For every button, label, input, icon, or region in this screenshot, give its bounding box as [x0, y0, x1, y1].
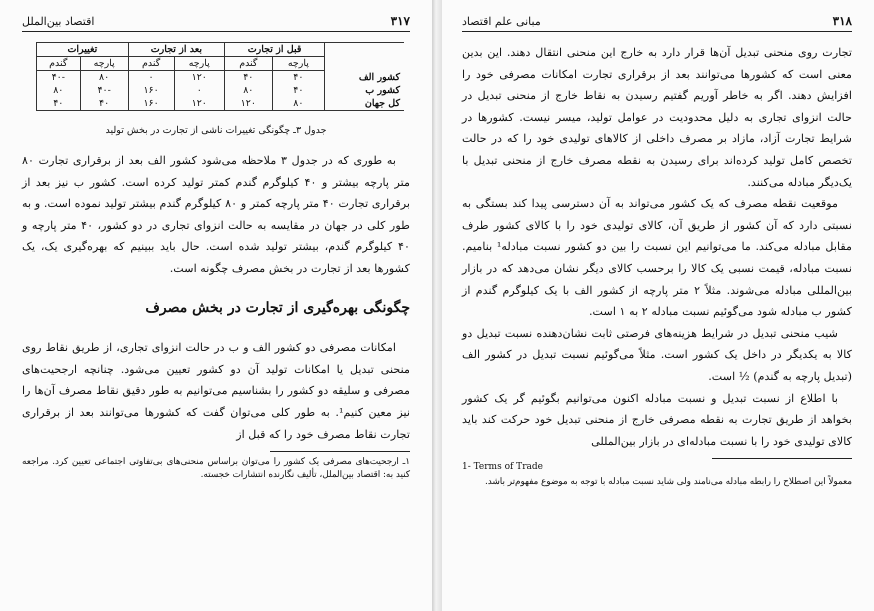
table-group-row — [37, 43, 405, 57]
trade-table — [36, 42, 404, 111]
paragraph: موقعیت نقطه مصرف که یک کشور می‌تواند به آن دسترسی پیدا کند بستگی به نسبتی دارد که آن کشور از طریق آن، کالای تولیدی خود را با کالای کشور طرف مقابل مبادله می‌کند. ما می‌توانیم این نسبت را بین دو کشور نسبت مبادله¹ بنامیم. نسبت مبادله، قیمت نسبی یک کالا را برحسب کالای دیگر نشان می‌دهد که در بازار بین‌المللی مبادله می‌شوند. مثلاً ۲ متر پارچه از کشور الف با یک کیلوگرم گندم از کشور ب مبادله شود می‌گوئیم نسبت مبادله ۲ به ۱ است. — [462, 197, 853, 319]
table-row — [37, 71, 405, 85]
right-page — [442, 0, 874, 611]
table-row-label: کشور الف — [325, 71, 404, 85]
paragraph: شیب منحنی تبدیل در شرایط هزینه‌های فرصتی ثابت نشان‌دهنده نسبت تبدیل دو کالا به یکدیگر در داخل یک کشور است. مثلاً می‌گوئیم نسبت تبدیل در کشور الف (تبدیل پارچه به گندم) ½ است. — [462, 326, 852, 383]
section-heading: چگونگی بهره‌گیری از تجارت در بخش مصرف — [145, 299, 410, 316]
table-group-header: تغییرات — [37, 43, 129, 57]
table-group-header: بعد از تجارت — [128, 43, 224, 57]
table-cell: ۴۰ — [225, 71, 273, 85]
table-cell: ۰ — [128, 71, 174, 85]
table-cell: ۴۰ — [272, 84, 325, 97]
right-page-number: ۳۱۸ — [832, 14, 852, 28]
table-cell: ۴۰ — [80, 97, 128, 111]
table-cell: ۸۰ — [80, 71, 128, 85]
table-group-header: قبل از تجارت — [225, 43, 325, 57]
table-cell: ۱۲۰ — [174, 97, 225, 111]
paragraph: به طوری که در جدول ۳ ملاحظه می‌شود کشور الف بعد از برقراری تجارت ۸۰ متر پارچه بیشتر و ۴۰ کیلوگرم گندم کمتر تولید کرده است. کشور ب نیز بعد از برقراری تجارت ۴۰ متر پارچه کمتر و ۸۰ کیلوگرم گندم بیشتر تولید نموده است. و به طور کلی در جهان در مقایسه به حالت انزوای تجاری در دو کشور، ۴۰ متر پارچه و ۴۰ کیلوگرم گندم، بیشتر تولید شده است. حال باید ببینیم که بهره‌گیری یک، یک کشورها بعد از تجارت در بخش مصرف چگونه است. — [22, 154, 410, 275]
paragraph: امکانات مصرفی دو کشور الف و ب در حالت انزوای تجاری، از طریق نقاط روی منحنی تبدیل یا امکانات تولید آن دو کشور تعیین می‌شود. چنانچه ارجحیت‌های مصرفی و سلیقه دو کشور را بشناسیم می‌توانیم به طور دقیق نقاط مصرف آن‌ها را نیز معین کنیم¹. به طور کلی می‌توان گفت که کشورها می‌توانند بعد از برقراری تجارت نقاط مصرف خود را که قبل از — [22, 341, 410, 441]
table-subheader: گندم — [37, 57, 81, 71]
table-subheader: پارچه — [174, 57, 225, 71]
table-row-label: کشور ب — [325, 84, 404, 97]
table-corner — [325, 43, 404, 71]
table-row — [37, 84, 405, 97]
table-cell: ۸۰ — [272, 97, 325, 111]
table-cell: ۸۰ — [225, 84, 273, 97]
left-page-number: ۳۱۷ — [390, 14, 410, 28]
book-gutter — [432, 0, 442, 611]
table-cell: ۱۲۰ — [174, 71, 225, 85]
table-cell: -۴۰ — [37, 71, 81, 85]
table-cell: ۴۰ — [272, 71, 325, 85]
footnote: معمولاً این اصطلاح را رابطه مبادله می‌نامند ولی شاید نسبت مبادله با توجه به موضوع مفهوم‌تر باشد. — [485, 477, 852, 488]
table-cell: -۴۰ — [80, 84, 128, 97]
table-cell: ۱۶۰ — [128, 97, 174, 111]
table-row-label: کل جهان — [325, 97, 404, 111]
table-caption: جدول ۳ـ چگونگی تغییرات ناشی از تجارت در بخش تولید — [105, 125, 327, 136]
table-cell: ۰ — [174, 84, 225, 97]
right-body — [462, 42, 852, 452]
table-cell: ۸۰ — [37, 84, 81, 97]
footnote-rule — [270, 451, 410, 452]
table-cell: ۴۰ — [37, 97, 81, 111]
left-running-title: اقتصاد بین‌الملل — [22, 15, 95, 28]
table-subheader: پارچه — [272, 57, 325, 71]
table-cell: ۱۲۰ — [225, 97, 273, 111]
paragraph: تجارت روی منحنی تبدیل آن‌ها قرار دارد به خارج این منحنی انتقال دهند. این بدین معنی است که کشورها می‌توانند بعد از برقراری تجارت امکانات مصرفی خود را افزایش دهند. اگر به خاطر آوریم گفتیم رسیدن به نقاط خارج از منحنی تبدیل در حالت انزوای تجاری به دلیل محدودیت در عوامل تولید، میسر نیست. کشورها در شرایط تجارت آزاد، مازاد بر مصرف داخلی از کالاهای تولیدی خود را که در حالت تخصص کامل تولید کرده‌اند برای رسیدن به نقطه مصرف خارج از منحنی تبدیل با یک‌دیگر مبادله می‌کنند. — [462, 46, 852, 189]
footnote-latin: 1- Terms of Trade — [462, 462, 543, 473]
right-running-title: مبانی علم اقتصاد — [462, 15, 541, 28]
right-running-head — [462, 14, 852, 32]
footnote: ۱ـ ارجحیت‌های مصرفی یک کشور را می‌توان براساس منحنی‌های بی‌تفاوتی اجتماعی تعیین کرد. مراجعه کنید به: اقتصاد بین‌الملل، تألیف نگارنده انتشارات خجسته. — [22, 457, 410, 481]
footnote-rule — [712, 458, 852, 459]
table-row — [37, 97, 405, 111]
table-subheader: گندم — [225, 57, 273, 71]
left-body — [22, 150, 410, 445]
table-subheader: گندم — [128, 57, 174, 71]
left-page — [0, 0, 432, 611]
paragraph: با اطلاع از نسبت تبدیل و نسبت مبادله اکنون می‌توانیم بگوئیم گر یک کشور بخواهد از طریق تجارت به نقطه مصرفی خارج از منحنی تبدیل خود حرکت کند باید کالای تولیدی خود را با نسبت مبادله‌ای در بازار بین‌المللی — [462, 391, 852, 448]
table-cell: ۱۶۰ — [128, 84, 174, 97]
table-subheader: پارچه — [80, 57, 128, 71]
left-running-head — [22, 14, 410, 32]
